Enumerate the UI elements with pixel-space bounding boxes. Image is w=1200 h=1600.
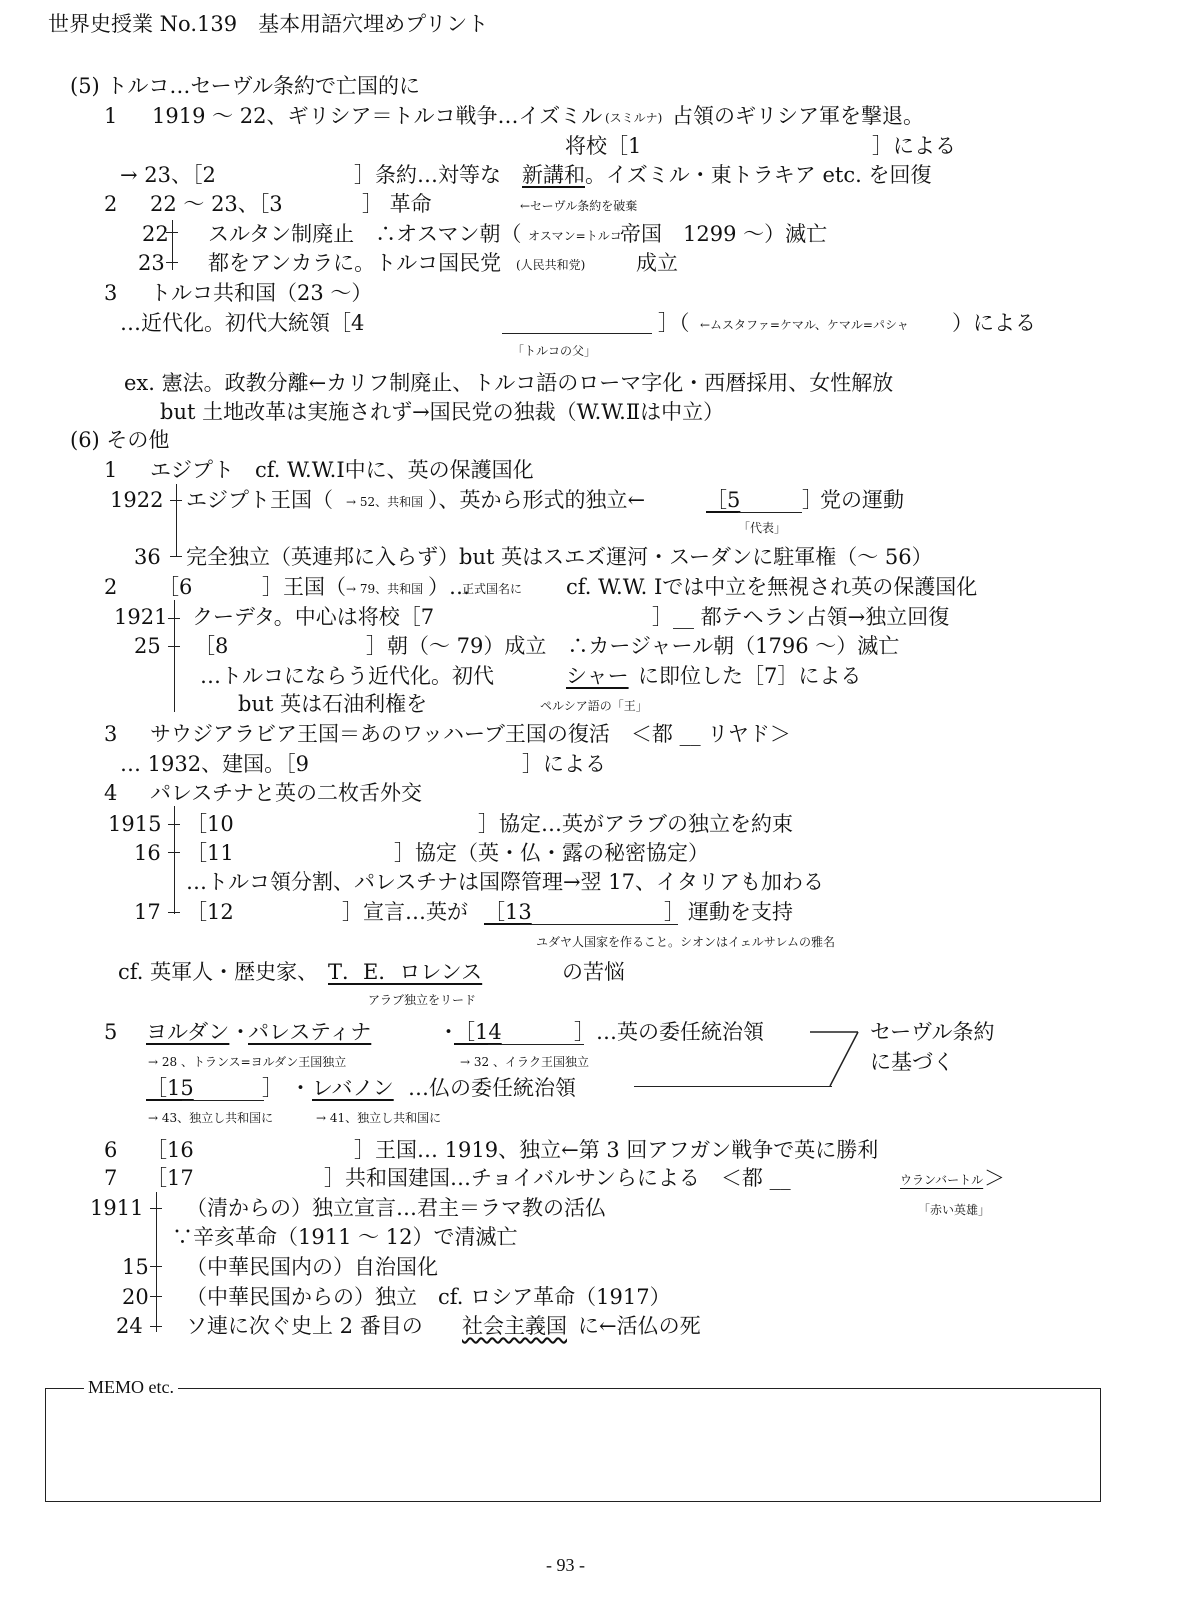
underlined-term: パレスティナ bbox=[248, 1020, 372, 1044]
text-line: 占領のギリシア軍を撃退。 bbox=[672, 104, 924, 128]
text-line: （中華民国内の）自治国化 bbox=[186, 1255, 438, 1279]
timeline-tick bbox=[150, 1296, 162, 1297]
timeline-year: 1922 bbox=[110, 488, 164, 512]
text-line: …トルコにならう近代化。初代 bbox=[200, 664, 494, 688]
section-5-heading: (5) トルコ…セーヴル条約で亡国的に bbox=[70, 74, 420, 98]
text-line: （清からの）独立宣言…君主＝ラマ教の活仏 bbox=[186, 1196, 606, 1220]
text-line: ］協定…英がアラブの独立を約束 bbox=[478, 812, 793, 836]
item-number: 5 bbox=[104, 1020, 118, 1044]
annotation: ←ムスタファ=ケマル、ケマル=パシャ bbox=[700, 318, 909, 332]
underlined-term: レバノン bbox=[312, 1076, 394, 1100]
text-line: 都をアンカラに。トルコ国民党 bbox=[208, 251, 502, 275]
text-line: 1919 ～ 22、ギリシア＝トルコ戦争…イズミル bbox=[152, 104, 603, 128]
text-line: ］による bbox=[872, 134, 956, 158]
annotation: → 79、共和国 bbox=[346, 582, 424, 596]
text-line: ］協定（英・仏・露の秘密協定） bbox=[394, 841, 709, 865]
text-line: ＞ bbox=[984, 1166, 1005, 1190]
text-line: ・ bbox=[290, 1076, 311, 1100]
text-line: パレスチナと英の二枚舌外交 bbox=[150, 781, 422, 805]
item-number: 6 bbox=[104, 1138, 118, 1162]
blank-11: ［11 bbox=[186, 841, 234, 865]
timeline-tick bbox=[170, 500, 182, 501]
annotation: アラブ独立をリード bbox=[368, 993, 477, 1007]
blank-4: …近代化。初代大統領［4 bbox=[120, 311, 365, 335]
answer-underline bbox=[488, 1044, 584, 1045]
memo-box[interactable] bbox=[45, 1388, 1101, 1502]
text-line: 帝国 1299 ～）滅亡 bbox=[620, 222, 828, 246]
blank-16: ［16 bbox=[146, 1138, 194, 1162]
underlined-term: ヨルダン bbox=[146, 1020, 230, 1044]
answer-underline bbox=[520, 924, 678, 925]
text-line: の苦悩 bbox=[562, 960, 625, 984]
text-line: ）による bbox=[952, 311, 1036, 335]
timeline-line bbox=[174, 600, 175, 712]
timeline-line bbox=[174, 806, 175, 914]
text-line: ）、英から形式的独立← bbox=[428, 488, 646, 512]
text-line: ）… bbox=[428, 575, 470, 599]
bracket-connector bbox=[800, 1024, 880, 1094]
blank-15: ［15 bbox=[146, 1076, 194, 1100]
text-line: ］王国… 1919、独立←第 3 回アフガン戦争で英に勝利 bbox=[354, 1138, 879, 1162]
annotation: 「代表」 bbox=[738, 521, 787, 535]
answer-underline bbox=[502, 333, 652, 334]
timeline-tick bbox=[170, 556, 182, 557]
annotation: ユダヤ人国家を作ること。シオンはイェルサレムの雅名 bbox=[536, 935, 835, 949]
text-line: セーヴル条約 bbox=[870, 1020, 995, 1044]
text-line: ex. 憲法。政教分離←カリフ制廃止、トルコ語のローマ字化・西暦採用、女性解放 bbox=[124, 371, 894, 395]
blank-8: ［8 bbox=[194, 634, 229, 658]
timeline-tick bbox=[150, 1266, 162, 1267]
annotation: → 41、独立し共和国に bbox=[316, 1111, 442, 1125]
text-line: …仏の委任統治領 bbox=[408, 1076, 576, 1100]
text-line: ］王国（ bbox=[262, 575, 346, 599]
blank-1: 将校［1 bbox=[565, 134, 642, 158]
annotation: 「赤い英雄」 bbox=[918, 1203, 991, 1217]
timeline-year: 23 bbox=[138, 251, 165, 275]
item-number: 3 bbox=[104, 722, 118, 746]
text-line: ］条約…対等な bbox=[354, 163, 501, 187]
timeline-tick bbox=[150, 1326, 162, 1327]
text-line: cf. 英軍人・歴史家、 bbox=[118, 960, 319, 984]
timeline-year: 1911 bbox=[90, 1196, 144, 1220]
answer-underline bbox=[182, 1100, 264, 1101]
annotation: → 32 、イラク王国独立 bbox=[460, 1055, 589, 1069]
text-line: …トルコ領分割、パレスチナは国際管理→翌 17、イタリアも加わる bbox=[186, 870, 824, 894]
text-line: ］宣言…英が bbox=[342, 900, 468, 924]
text-line: ］による bbox=[522, 752, 606, 776]
text-line: スルタン制廃止 ∴オスマン朝（ bbox=[208, 222, 522, 246]
underlined-term: シャー bbox=[566, 664, 629, 688]
annotation: → 28 、トランス=ヨルダン王国独立 bbox=[148, 1055, 347, 1069]
item-number: 3 bbox=[104, 281, 118, 305]
blank-6: ［6 bbox=[158, 575, 193, 599]
text-line: ・ bbox=[438, 1020, 459, 1044]
timeline-year: 16 bbox=[134, 841, 161, 865]
blank-10: ［10 bbox=[186, 812, 234, 836]
timeline-year: 24 bbox=[116, 1314, 143, 1338]
blank-3: 22 ～ 23、［3 bbox=[150, 192, 283, 216]
annotation: (人民共和党) bbox=[516, 258, 586, 272]
bracket-line bbox=[634, 1086, 832, 1087]
timeline-line bbox=[156, 1192, 157, 1332]
section-6-heading: (6) その他 bbox=[70, 428, 170, 452]
annotation: → 43、独立し共和国に bbox=[148, 1111, 274, 1125]
text-line: cf. W.W. Ⅰでは中立を無視され英の保護国化 bbox=[566, 575, 978, 599]
timeline-tick bbox=[168, 646, 180, 647]
blank-12: ［12 bbox=[186, 900, 234, 924]
timeline-tick bbox=[168, 824, 180, 825]
text-line: ・ bbox=[230, 1020, 251, 1044]
item-number: 4 bbox=[104, 781, 118, 805]
annotation: (スミルナ) bbox=[605, 111, 663, 125]
text-line: 運動を支持 bbox=[688, 900, 793, 924]
blank-9: … 1932、建国。［9 bbox=[120, 752, 309, 776]
text-line: ］ bbox=[574, 1020, 595, 1044]
memo-label: MEMO etc. bbox=[84, 1378, 178, 1396]
text-line: 完全独立（英連邦に入らず）but 英はスエズ運河・スーダンに駐軍権（～ 56） bbox=[186, 545, 933, 569]
annotation: ←セーヴル条約を破棄 bbox=[520, 199, 638, 213]
underlined-term: 新講和 bbox=[522, 163, 585, 187]
text-line: に←活仏の死 bbox=[578, 1314, 701, 1338]
text-line: but 英は石油利権を bbox=[238, 692, 428, 716]
text-line: ］朝（～ 79）成立 ∴カージャール朝（1796 ～）滅亡 bbox=[366, 634, 900, 658]
timeline-tick bbox=[168, 912, 180, 913]
text-line: 成立 bbox=[636, 251, 678, 275]
text-line: トルコ共和国（23 ～） bbox=[150, 281, 373, 305]
timeline-tick bbox=[150, 1208, 162, 1209]
blank-17: ［17 bbox=[146, 1166, 194, 1190]
timeline-year: 25 bbox=[134, 634, 161, 658]
annotation: 正式国名に bbox=[462, 582, 523, 596]
timeline-year: 15 bbox=[122, 1255, 149, 1279]
page-title: 世界史授業 No.139 基本用語穴埋めプリント bbox=[48, 12, 489, 36]
text-line: （中華民国からの）独立 cf. ロシア革命（1917） bbox=[186, 1285, 671, 1309]
blank-14: ［14 bbox=[454, 1020, 502, 1044]
timeline-tick bbox=[168, 852, 180, 853]
text-line: 党の運動 bbox=[820, 488, 904, 512]
timeline-year: 17 bbox=[134, 900, 161, 924]
item-number: 2 bbox=[104, 192, 118, 216]
timeline-year: 1921 bbox=[114, 605, 168, 629]
text-line: エジプト王国（ bbox=[186, 488, 333, 512]
blank-13: ［13 bbox=[484, 900, 532, 924]
text-line: …英の委任統治領 bbox=[596, 1020, 764, 1044]
text-line: ］ bbox=[664, 900, 685, 924]
text-line: ］__ 都テヘラン占領→独立回復 bbox=[652, 605, 950, 629]
item-number: 1 bbox=[104, 104, 118, 128]
underlined-term: 社会主義国 bbox=[462, 1314, 567, 1338]
item-number: 7 bbox=[104, 1166, 118, 1190]
text-line: 。イズミル・東トラキア etc. を回復 bbox=[585, 163, 932, 187]
underlined-term: ウランバートル bbox=[900, 1173, 984, 1187]
timeline-tick bbox=[166, 262, 178, 263]
text-line: ］（ bbox=[658, 311, 690, 335]
timeline-year: 1915 bbox=[108, 812, 162, 836]
timeline-year: 36 bbox=[134, 545, 161, 569]
timeline-line bbox=[176, 484, 177, 556]
blank-7: クーデタ。中心は将校［7 bbox=[192, 605, 435, 629]
text-line: but 土地改革は実施されず→国民党の独裁（W.W.Ⅱは中立） bbox=[160, 400, 725, 424]
timeline-tick bbox=[168, 618, 180, 619]
page-number: - 93 - bbox=[546, 1555, 585, 1575]
text-line: エジプト cf. W.W.Ⅰ中に、英の保護国化 bbox=[150, 458, 534, 482]
text-line: ］共和国建国…チョイバルサンらによる ＜都 __ bbox=[324, 1166, 791, 1190]
text-line: に即位した［7］による bbox=[638, 664, 862, 688]
annotation: 「トルコの父」 bbox=[512, 344, 597, 358]
underlined-term: T．E．ロレンス bbox=[328, 960, 483, 984]
annotation: → 52、共和国 bbox=[346, 495, 424, 509]
blank-2: → 23、［2 bbox=[120, 163, 216, 187]
annotation: オスマン=トルコ bbox=[528, 229, 622, 243]
text-line: ソ連に次ぐ史上 2 番目の bbox=[186, 1314, 423, 1338]
timeline-year: 20 bbox=[122, 1285, 149, 1309]
text-line: ］ bbox=[802, 488, 823, 512]
answer-underline bbox=[738, 512, 802, 513]
text-line: ∵辛亥革命（1911 ～ 12）で清滅亡 bbox=[172, 1225, 518, 1249]
text-line: ］ 革命 bbox=[362, 192, 432, 216]
item-number: 2 bbox=[104, 575, 118, 599]
annotation: ペルシア語の「王」 bbox=[540, 699, 648, 713]
text-line: サウジアラビア王国＝あのワッハーブ王国の復活 ＜都 __ リヤド＞ bbox=[150, 722, 791, 746]
text-line: ］ bbox=[262, 1076, 283, 1100]
timeline-year: 22 bbox=[142, 222, 169, 246]
blank-5: ［5 bbox=[706, 488, 741, 512]
text-line: に基づく bbox=[870, 1050, 954, 1074]
item-number: 1 bbox=[104, 458, 118, 482]
